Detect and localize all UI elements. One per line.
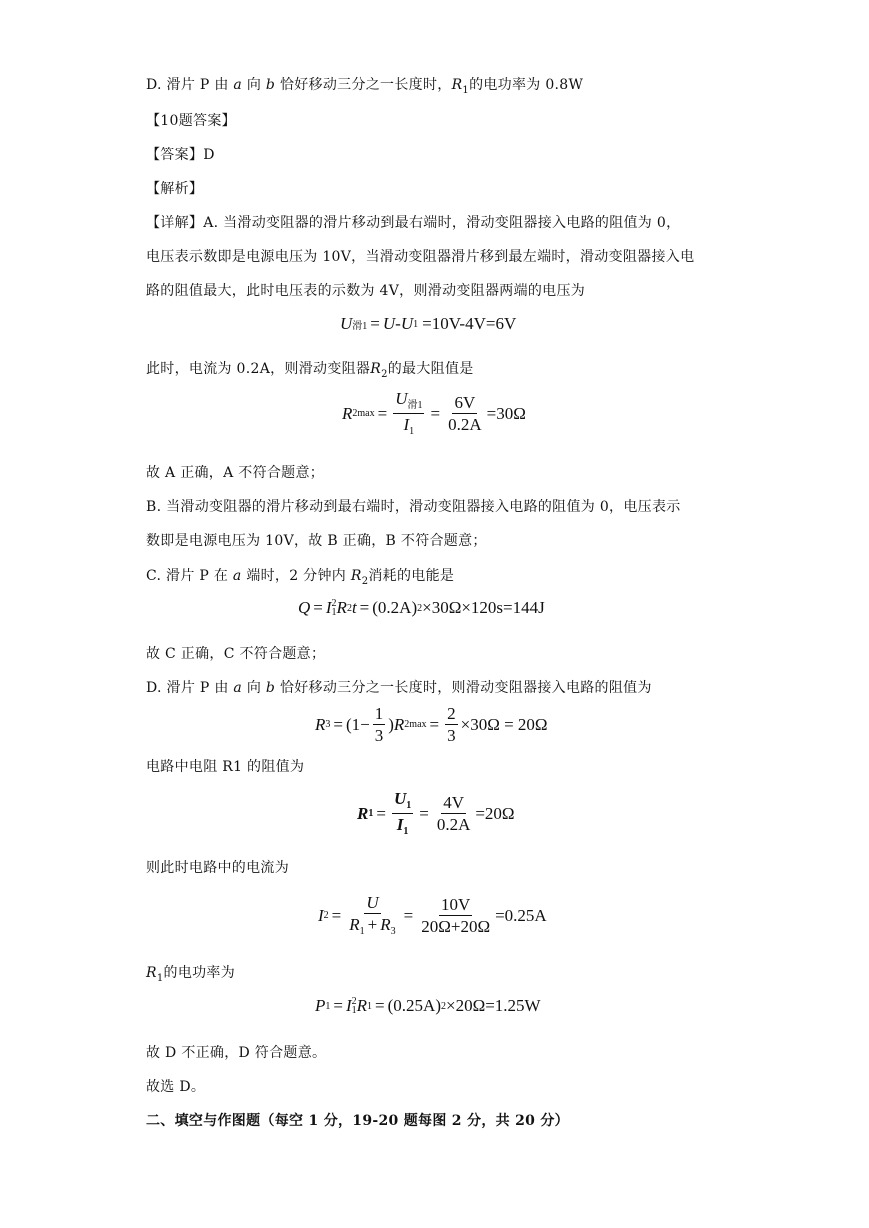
analysis-heading: 【解析】: [146, 181, 204, 197]
numerator: 6V: [454, 392, 476, 412]
detail-line-1: 【详解】A. 当滑动变阻器的滑片移动到最右端时，滑动变阻器接入电路的阻值为 0，: [146, 215, 681, 231]
subscript: 1: [368, 808, 374, 819]
operator: =: [403, 905, 414, 925]
subscript: 1: [331, 607, 337, 618]
var-r: R: [357, 803, 369, 823]
operator: =: [359, 598, 370, 617]
fraction: [347, 894, 397, 937]
option-c-line: [146, 565, 454, 587]
power-intro: [146, 962, 235, 984]
section-heading: 二、填空与作图题（每空 1 分，19-20 题每图 2 分，共 20 分）: [146, 1113, 569, 1129]
subscript: 2: [346, 602, 352, 614]
fraction: [446, 394, 484, 434]
subscript: 2: [381, 369, 388, 380]
operator: =: [377, 403, 388, 423]
superscript: 2: [417, 602, 423, 614]
text: 恰好移动三分之一长度时，: [279, 77, 452, 93]
var-r: R: [350, 568, 362, 584]
current-line: [146, 358, 474, 380]
subscript: 1: [409, 425, 415, 437]
equation-rhs: =20Ω: [475, 803, 515, 823]
var-t: t: [351, 598, 357, 617]
var-r: R: [380, 914, 391, 934]
text: D. 滑片 P 由: [146, 77, 229, 93]
fraction: [445, 705, 458, 745]
equation-rhs: ×30Ω×120s=144J: [422, 598, 545, 617]
operator: =: [333, 996, 343, 1015]
subscript: 2: [323, 910, 329, 922]
var-r: R: [342, 403, 353, 423]
numerator: 1: [374, 704, 384, 723]
subscript: 1: [403, 825, 409, 837]
equation-7: [315, 996, 541, 1016]
text: 端时，2 分钟内: [246, 568, 347, 584]
equation-4: [315, 705, 548, 745]
operator: =: [429, 714, 440, 734]
var-r: R: [349, 914, 360, 934]
var-a: a: [233, 680, 243, 696]
subscript: 3: [390, 925, 396, 937]
var-b: b: [265, 680, 276, 696]
text: ): [388, 714, 394, 734]
option-b-line-2: 数即是电源电压为 10V，故 B 正确，B 不符合题意；: [146, 533, 487, 549]
var-q: Q: [298, 598, 311, 617]
final-choice: 故选 D。: [146, 1079, 206, 1095]
numerator: 2: [447, 704, 456, 723]
fraction: [435, 794, 473, 834]
text: 的电功率为: [163, 965, 236, 981]
fraction: [373, 705, 386, 745]
option-d-text: [146, 74, 583, 96]
subscript: 1: [156, 973, 164, 984]
fraction: [419, 896, 492, 936]
text: 向: [246, 680, 262, 696]
var-u: U: [395, 389, 408, 408]
subscript: 1: [413, 318, 419, 330]
operator: =: [376, 803, 386, 823]
numerator: 10V: [441, 894, 471, 914]
option-b-line-1: B. 当滑动变阻器的滑片移动到最右端时，滑动变阻器接入电路的阻值为 0，电压表示: [146, 499, 681, 515]
operator: =: [313, 598, 323, 617]
subscript: 1: [367, 1000, 373, 1012]
answer-heading: 【10题答案】: [146, 113, 236, 129]
conclusion-a: 故 A 正确，A 不符合题意；: [146, 465, 325, 481]
var-i: I: [318, 905, 324, 925]
var-u: U: [400, 314, 414, 333]
text: 此时，电流为 0.2A，则滑动变阻器: [146, 361, 371, 377]
subscript: 1: [325, 1000, 331, 1012]
text: (0.25A): [387, 996, 441, 1015]
fraction: [392, 790, 413, 837]
text: 的电功率为 0.8W: [469, 77, 584, 93]
denominator: 3: [374, 725, 384, 745]
subscript: 1: [406, 800, 412, 811]
var-i: I: [396, 814, 404, 834]
text: 恰好移动三分之一长度时，则滑动变阻器接入电路的阻值为: [279, 680, 652, 696]
subscript: 2max: [404, 719, 427, 731]
var-r: R: [146, 965, 157, 981]
subscript: 滑1: [352, 320, 368, 332]
text: 的最大阻值是: [387, 361, 474, 377]
conclusion-d: 故 D 不正确，D 符合题意。: [146, 1045, 327, 1061]
var-u: U: [393, 789, 407, 808]
subscript: 1: [359, 925, 365, 937]
equation-rhs: =0.25A: [495, 905, 547, 925]
var-i: I: [325, 598, 332, 617]
detail-line-3: 路的阻值最大，此时电压表的示数为 4V，则滑动变阻器两端的电压为: [146, 283, 586, 299]
numerator: 4V: [443, 792, 464, 812]
var-i: I: [345, 996, 352, 1015]
equation-2: [342, 390, 526, 437]
operator: =: [419, 803, 429, 823]
superscript: 2: [331, 598, 337, 609]
text: 消耗的电能是: [368, 568, 455, 584]
current-intro: 则此时电路中的电流为: [146, 860, 289, 876]
var-a: a: [232, 568, 242, 584]
denominator: 0.2A: [448, 414, 482, 434]
subscript: 3: [325, 719, 331, 731]
equation-rhs: ×30Ω = 20Ω: [460, 714, 548, 734]
superscript: 2: [441, 1000, 446, 1012]
superscript: 2: [351, 996, 357, 1007]
detail-line-2: 电压表示数即是电源电压为 10V，当滑动变阻器滑片移到最左端时，滑动变阻器接入电: [146, 249, 695, 265]
subscript: 2: [361, 576, 369, 587]
equation-1: [340, 314, 516, 334]
var-r: R: [451, 77, 463, 93]
text: D. 滑片 P 由: [146, 680, 229, 696]
operator: =: [375, 996, 385, 1015]
equation-rhs: =10V-4V=6V: [422, 314, 517, 333]
text: (0.2A): [372, 598, 418, 617]
equation-rhs: =30Ω: [486, 403, 526, 423]
var-u: U: [340, 314, 353, 333]
var-i: I: [403, 414, 410, 434]
subscript: 2max: [352, 408, 375, 419]
operator: +: [367, 914, 378, 934]
var-r: R: [315, 714, 326, 734]
operator: =: [331, 905, 342, 925]
equation-3: [298, 598, 545, 618]
subscript: 1: [462, 85, 470, 96]
operator: =: [370, 314, 380, 333]
operator: =: [430, 403, 441, 423]
var-u: U: [366, 893, 379, 912]
var-a: a: [233, 77, 243, 93]
var-r: R: [356, 996, 368, 1015]
text: 向: [246, 77, 262, 93]
equation-6: [318, 894, 547, 937]
subscript: 1: [351, 1005, 357, 1016]
denominator: 3: [447, 725, 456, 745]
var-r: R: [336, 598, 347, 617]
var-r: R: [370, 361, 382, 377]
var-r: R: [393, 714, 405, 734]
equation-5: [357, 790, 515, 837]
operator: =: [333, 714, 343, 734]
var-u: U: [382, 314, 396, 333]
text: (1−: [345, 714, 370, 734]
r1-intro: 电路中电阻 R1 的阻值为: [146, 759, 305, 775]
fraction: [393, 390, 424, 437]
operator: -: [395, 314, 401, 333]
answer-line: 【答案】D: [146, 147, 215, 163]
text: C. 滑片 P 在: [146, 568, 229, 584]
subscript: 滑1: [407, 400, 423, 411]
equation-rhs: ×20Ω=1.25W: [446, 996, 541, 1015]
option-d-line: [146, 677, 652, 697]
denominator: 0.2A: [436, 814, 471, 834]
conclusion-c: 故 C 正确，C 不符合题意；: [146, 646, 326, 662]
var-p: P: [315, 996, 326, 1015]
var-b: b: [265, 77, 276, 93]
denominator: 20Ω+20Ω: [421, 916, 491, 936]
